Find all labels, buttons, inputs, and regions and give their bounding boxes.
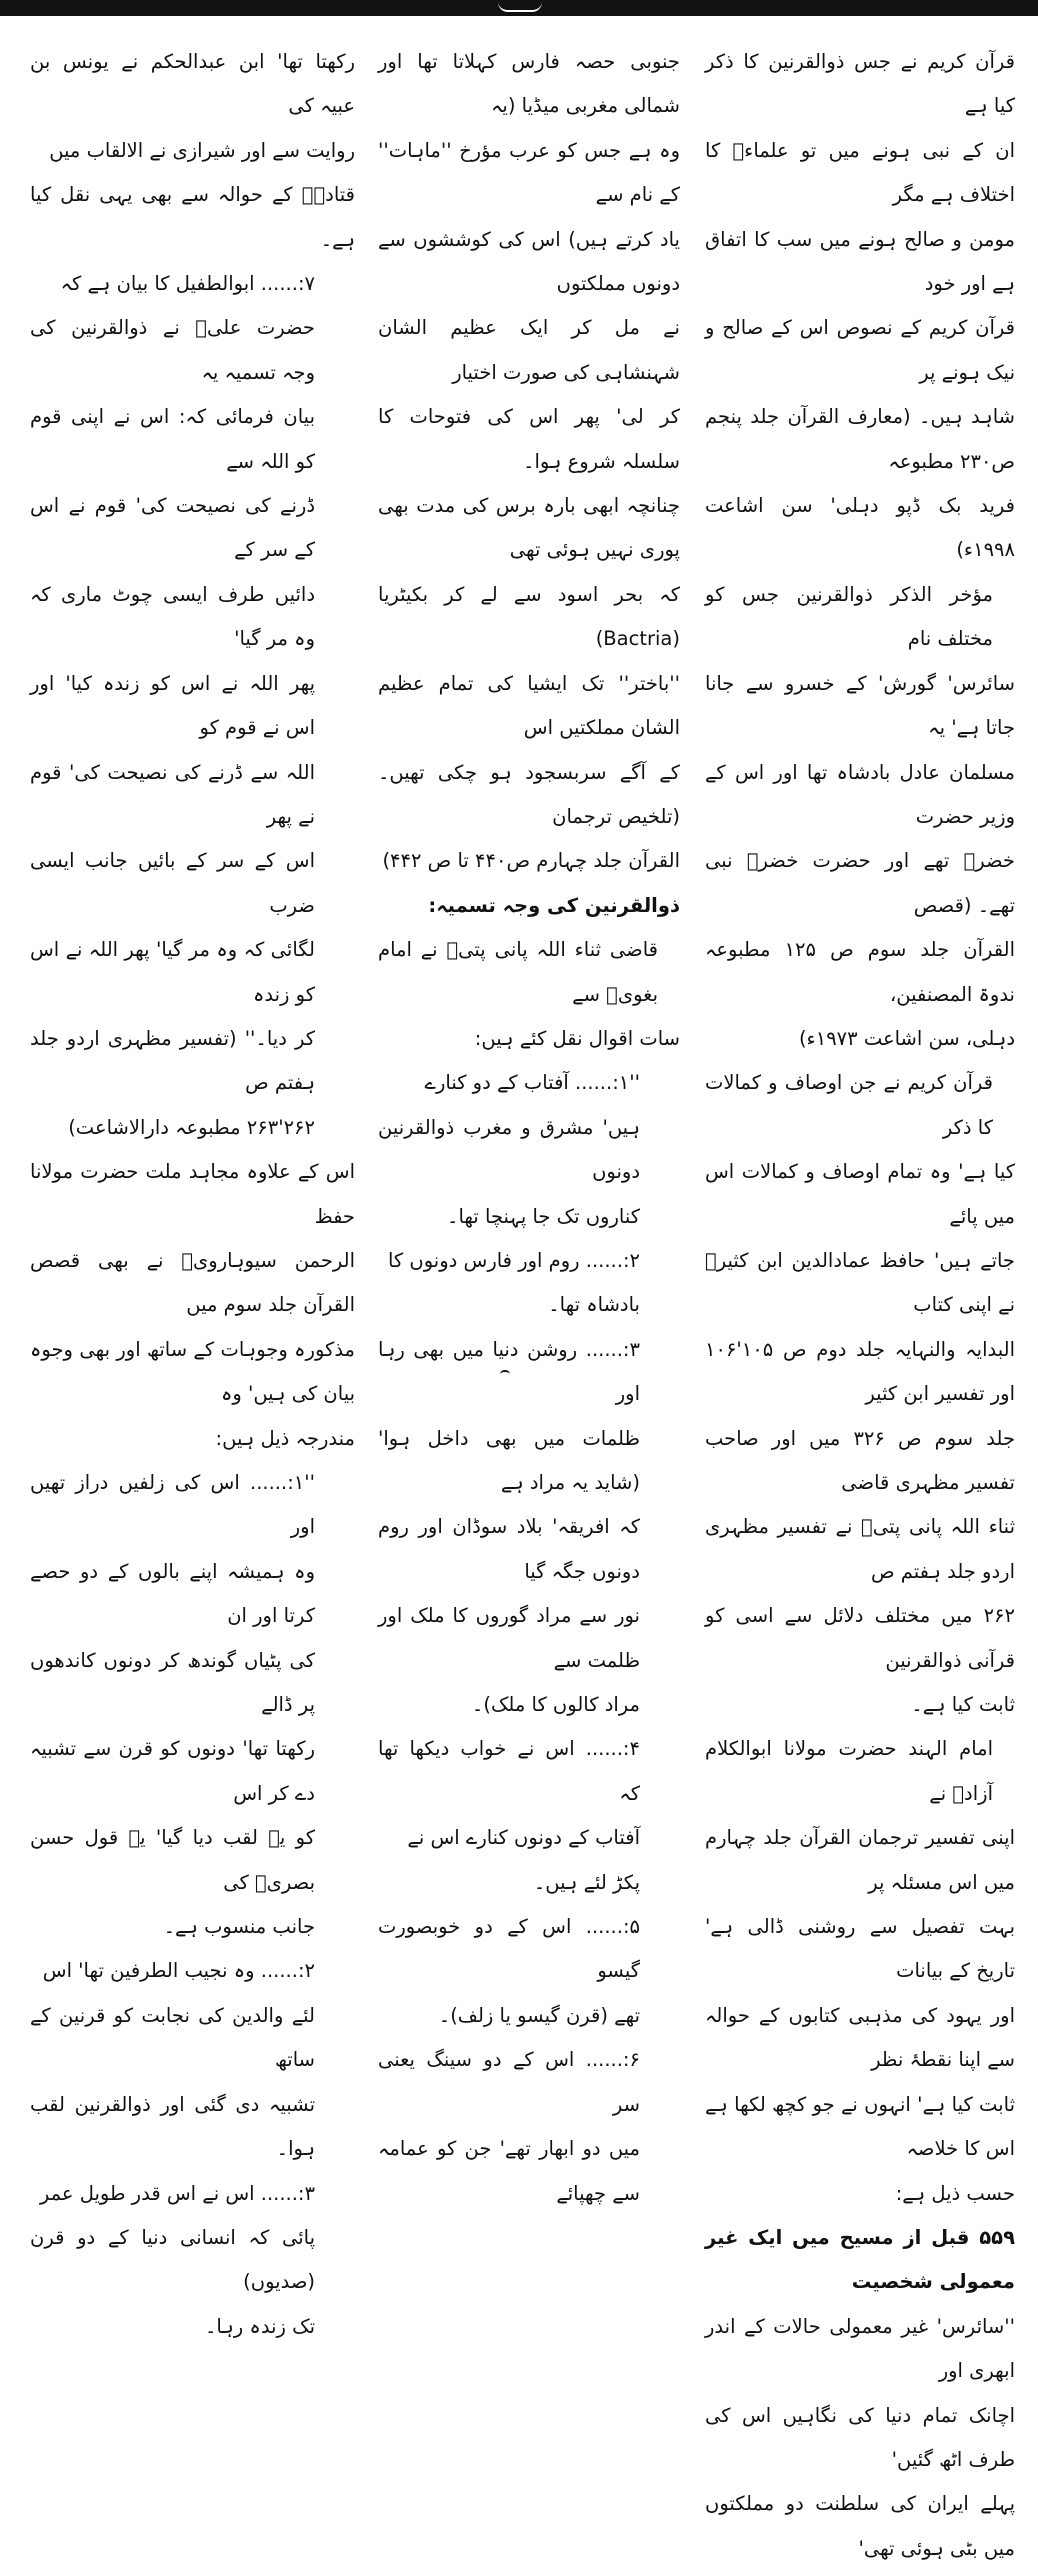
text-line: حسب ذیل ہے:	[895, 2181, 1015, 2205]
text-line: ''سائرس' غیر معمولی حالات کے اندر ابھری اور	[705, 2314, 1015, 2383]
text-line: وہ ہے جس کو عرب مؤرخ ''ماہات'' کے نام سے	[378, 138, 680, 207]
text-line: چنانچہ ابھی بارہ برس کی مدت بھی پوری نہیں ہوئی تھی	[378, 494, 680, 562]
text-line: ۴:...... اس نے خواب دیکھا تھا کہ	[378, 1737, 640, 1805]
text-line: ہیں' مشرق و مغرب ذوالقرنین دونوں	[378, 1115, 640, 1184]
text-line: اپنی تفسیر ترجمان القرآن جلد چہارم میں اس مسئلہ پر	[705, 1826, 1015, 1894]
text-line: وہ ہمیشہ اپنے بالوں کے دو حصے کرتا اور ان	[30, 1559, 315, 1628]
text-line: یاد کرتے ہیں) اس کی کوششوں سے دونوں مملکتوں	[378, 227, 680, 296]
text-line: ''باختر'' تک ایشیا کی تمام عظیم الشان مملکتیں اس	[378, 671, 680, 740]
text-line: قاضی ثناء اللہ پانی پتیؒ نے امام بغویؒ سے	[378, 938, 658, 1006]
text-line: جلد سوم ص ۳۲۶ میں اور صاحب تفسیر مظہری قاضی	[705, 1426, 1015, 1494]
text-line: جنوبی حصہ فارس کہلاتا تھا اور شمالی مغربی میڈیا (یہ	[378, 50, 680, 118]
text-line: ۵:...... اس کے دو خوبصورت گیسو	[378, 1915, 640, 1983]
text-line: لئے والدین کی نجابت کو قرنین کے ساتھ	[30, 2003, 315, 2072]
text-line: جانب منسوب ہے۔	[163, 1915, 315, 1939]
text-line: کیا ہے' وہ تمام اوصاف و کمالات اس میں پائے	[705, 1160, 1015, 1228]
text-line: سائرس' گورش' کے خسرو سے جانا جاتا ہے' یہ	[705, 671, 1015, 740]
text-line: کو یہ لقب دیا گیا' یہ قول حسن بصریؒ کی	[30, 1826, 315, 1894]
text-line: القرآن جلد چہارم ص۴۴۰ تا ص ۴۴۲)	[382, 849, 680, 873]
text-line: ۵۵۹ قبل از مسیح میں ایک غیر معمولی شخصیت	[705, 2225, 1015, 2294]
text-line: مسلمان عادل بادشاہ تھا اور اس کے وزیر حضرت	[705, 760, 1015, 828]
text-line: پہلے ایران کی سلطنت دو مملکتوں میں بٹی ہوئی تھی'	[705, 2492, 1015, 2560]
text-line: کر لی' پھر اس کی فتوحات کا سلسلہ شروع ہوا۔	[378, 405, 680, 473]
text-line: تک زندہ رہا۔	[205, 2314, 315, 2338]
text-line: کی پٹیاں گوندھ کر دونوں کاندھوں پر ڈالے	[30, 1648, 315, 1717]
text-line: کر دیا۔'' (تفسیر مظہری اردو جلد ہفتم ص	[30, 1026, 315, 1095]
text-line: قرآن کریم کے نصوص اس کے صالح و نیک ہونے پر	[705, 316, 1015, 384]
text-line: ۲:...... وہ نجیب الطرفین تھا' اس	[42, 1959, 315, 1983]
text-line: تشبیہ دی گئی اور ذوالقرنین لقب ہوا۔	[30, 2092, 315, 2161]
text-line: روایت سے اور شیرازی نے الالقاب میں	[49, 138, 355, 162]
text-line: پھر اللہ نے اس کو زندہ کیا' اور اس نے قوم کو	[30, 671, 315, 740]
text-line: ۲۶۲'۲۶۳ مطبوعہ دارالاشاعت)	[68, 1115, 315, 1139]
text-column-right	[705, 40, 1015, 2560]
text-line: اس کے علاوہ مجاہد ملت حضرت مولانا حفظ	[30, 1160, 355, 1228]
text-line: مؤخر الذکر ذوالقرنین جس کو مختلف نام	[705, 582, 993, 651]
text-line: ۲:...... روم اور فارس دونوں کا	[387, 1248, 640, 1272]
text-line: ۳:...... اس نے اس قدر طویل عمر	[39, 2181, 315, 2205]
text-line: کناروں تک جا پہنچا تھا۔	[447, 1204, 640, 1228]
text-line: مومن و صالح ہونے میں سب کا اتفاق ہے اور خود	[705, 227, 1015, 296]
text-line: ثناء اللہ پانی پتیؒ نے تفسیر مظہری اردو جلد ہفتم ص	[705, 1515, 1015, 1583]
text-line: ۳:...... روشن دنیا میں بھی رہا اور	[378, 1337, 640, 1406]
text-line: پائی کہ انسانی دنیا کے دو قرن (صدیوں)	[30, 2225, 315, 2294]
text-line: ڈرنے کی نصیحت کی' قوم نے اس کے سر کے	[30, 494, 315, 562]
text-line: اس کے سر کے بائیں جانب ایسی ضرب	[30, 849, 315, 917]
text-line: دائیں طرف ایسی چوٹ ماری کہ وہ مر گیا'	[30, 582, 315, 651]
text-line: ۶:...... اس کے دو سینگ یعنی سر	[378, 2048, 640, 2116]
text-line: ''۱:...... آفتاب کے دو کنارے	[424, 1071, 640, 1095]
text-line: بہت تفصیل سے روشنی ڈالی ہے' تاریخ کے بیانات	[705, 1915, 1015, 1983]
text-line: جاتے ہیں' حافظ عمادالدین ابن کثیرؒ نے اپنی کتاب	[705, 1248, 1015, 1317]
text-line: الرحمن سیوہارویؒ نے بھی قصص القرآن جلد سوم میں	[30, 1248, 355, 1317]
text-line: ان کے نبی ہونے میں تو علماءؒ کا اختلاف ہے مگر	[705, 138, 1015, 207]
text-line: اللہ سے ڈرنے کی نصیحت کی' قوم نے پھر	[30, 760, 315, 828]
text-line: ۲۶۲ میں مختلف دلائل سے اسی کو قرآنی ذوالقرنین	[705, 1604, 1015, 1672]
text-line: کے آگے سربسجود ہو چکی تھیں۔ (تلخیص ترجمان	[378, 760, 680, 828]
text-line: بیان فرمائی کہ: اس نے اپنی قوم کو اللہ سے	[30, 405, 315, 473]
text-line: کہ بحر اسود سے لے کر بکیٹریا (Bactria)	[378, 582, 680, 651]
text-line: قرآن کریم نے جن اوصاف و کمالات کا ذکر	[705, 1071, 993, 1139]
text-line: سات اقوال نقل کئے ہیں:	[474, 1026, 680, 1050]
text-line: مراد کالوں کا ملک)۔	[471, 1693, 640, 1717]
text-line: ۷:...... ابوالطفیل کا بیان ہے کہ	[60, 272, 315, 296]
text-line: رکھتا تھا' ابن عبدالحکم نے یونس بن عبیہ کی	[30, 50, 355, 118]
text-line: قتادہؒ کے حوالہ سے بھی یہی نقل کیا ہے۔	[30, 183, 355, 251]
text-line: پکڑ لئے ہیں۔	[533, 1870, 640, 1894]
text-column-middle	[378, 40, 680, 2205]
text-line: دہلی، سن اشاعت ۱۹۷۳ء)	[798, 1026, 1015, 1050]
text-line: میں دو ابھار تھے' جن کو عمامہ سے چھپائے	[378, 2137, 640, 2205]
text-line: اچانک تمام دنیا کی نگاہیں اس کی طرف اٹھ گئیں'	[705, 2403, 1015, 2471]
text-line: ثابت کیا ہے۔	[911, 1693, 1015, 1717]
text-line: مندرجہ ذیل ہیں:	[215, 1426, 355, 1450]
footer-ornament-icon	[500, 1370, 510, 1378]
text-line: تھے (قرن گیسو یا زلف)۔	[438, 2003, 640, 2027]
text-column-left	[30, 40, 355, 2338]
text-line: ''۱:...... اس کی زلفیں دراز تھیں اور	[30, 1471, 315, 1539]
text-line: ثابت کیا ہے' انہوں نے جو کچھ لکھا ہے اس کا خلاصہ	[705, 2092, 1015, 2161]
text-line: ظلمات میں بھی داخل ہوا' (شاید یہ مراد ہے	[378, 1426, 640, 1494]
text-line: اور یہود کی مذہبی کتابوں کے حوالہ سے اپنا نقطۂ نظر	[705, 2003, 1015, 2072]
text-line: امام الہند حضرت مولانا ابوالکلام آزادؒ نے	[705, 1737, 993, 1805]
text-line: بادشاہ تھا۔	[548, 1293, 640, 1317]
text-line: آفتاب کے دونوں کنارے اس نے	[407, 1826, 640, 1850]
text-line: شاہد ہیں۔ (معارف القرآن جلد پنجم ص۲۳۰ مطبوعہ	[705, 405, 1015, 473]
text-line: نے مل کر ایک عظیم الشان شہنشاہی کی صورت اختیار	[378, 316, 680, 384]
text-line: حضرت علیؓ نے ذوالقرنین کی وجہ تسمیہ یہ	[30, 316, 315, 384]
section-heading: ذوالقرنین کی وجہ تسمیہ:	[428, 893, 680, 917]
text-line: لگائی کہ وہ مر گیا' پھر اللہ نے اس کو زندہ	[30, 938, 315, 1006]
header-ornament-icon	[498, 2, 542, 12]
text-line: نور سے مراد گوروں کا ملک اور ظلمت سے	[378, 1604, 640, 1672]
text-line: القرآن جلد سوم ص ۱۲۵ مطبوعہ ندوۃ المصنفین،	[705, 938, 1015, 1006]
text-line: رکھتا تھا' دونوں کو قرن سے تشبیہ دے کر اس	[30, 1737, 315, 1805]
text-line: خضرؑ تھے اور حضرت خضرؑ نبی تھے۔ (قصص	[705, 849, 1015, 917]
text-line: کہ افریقہ' بلاد سوڈان اور روم دونوں جگہ گیا	[378, 1515, 640, 1583]
text-line: قرآن کریم نے جس ذوالقرنین کا ذکر کیا ہے	[705, 50, 1015, 118]
text-line: مذکورہ وجوہات کے ساتھ اور بھی وجوہ بیان کی ہیں' وہ	[30, 1337, 355, 1406]
text-line: البدایہ والنہایہ جلد دوم ص ۱۰۵'۱۰۶ اور تفسیر ابن کثیر	[705, 1337, 1015, 1406]
text-line: فرید بک ڈپو دہلی' سن اشاعت ۱۹۹۸ء)	[705, 494, 1015, 562]
